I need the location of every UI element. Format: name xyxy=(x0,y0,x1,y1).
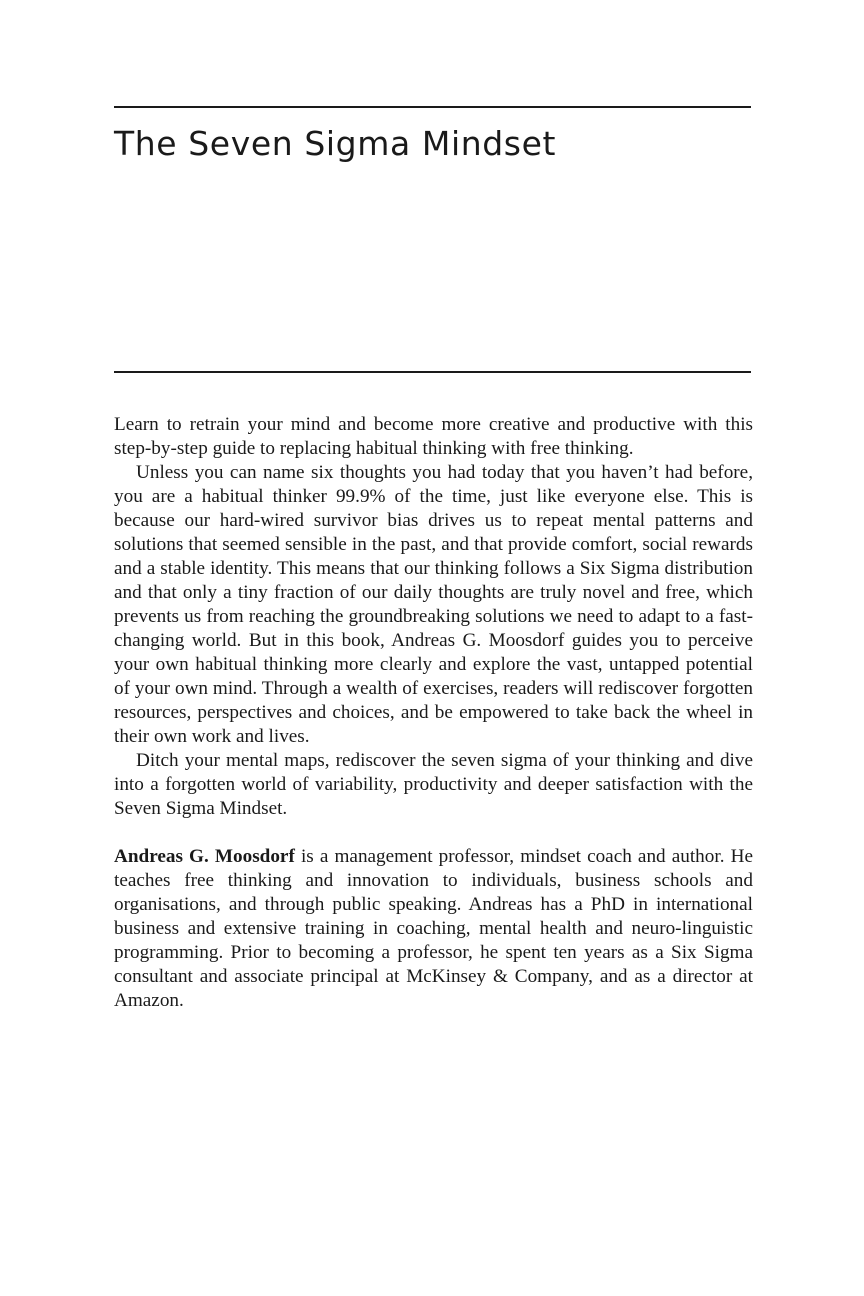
author-name: Andreas G. Moosdorf xyxy=(114,846,295,867)
blurb-paragraph-2: Unless you can name six thoughts you had today that you haven’t had before, you are a habitual thinker 99.9% of the time, just like everyone else. This is because our hard-wired survivor bias drives us to repeat mental patterns and solutions that seemed sensible in the past, and that provide comfort, social rewards and a stable identity. This means that our thinking follows a Six Sigma distribution and that only a tiny fraction of our daily thoughts are truly novel and free, which prevents us from reaching the groundbreaking solutions we need to adapt to a fast-changing world. But in this book, Andreas G. Moosdorf guides you to perceive your own habitual thinking more clearly and explore the vast, untapped potential of your own mind. Through a wealth of exercises, readers will rediscover forgotten resources, perspectives and choices, and be empowered to take back the wheel in their own work and lives. xyxy=(114,462,753,747)
book-title: The Seven Sigma Mindset xyxy=(114,124,557,163)
blurb-paragraph-1: Learn to retrain your mind and become more creative and productive with this step-by-step guide to replacing habitual thinking with free thinking. xyxy=(114,414,753,459)
top-rule xyxy=(114,106,751,108)
blurb-text xyxy=(114,413,753,1013)
author-bio xyxy=(114,845,753,1013)
bottom-rule xyxy=(114,371,751,373)
author-bio-text: is a management professor, mindset coach and author. He teaches free thinking and innovation to individuals, business schools and organisations, and through public speaking. Andreas has a PhD in international business and extensive training in coaching, mental health and neuro-linguistic programming. Prior to becoming a professor, he spent ten years as a Six Sigma consultant and associate principal at McKinsey & Company, and as a director at Amazon. xyxy=(114,846,753,1011)
blurb-paragraph-3: Ditch your mental maps, rediscover the seven sigma of your thinking and dive into a forgotten world of variability, productivity and deeper satisfaction with the Seven Sigma Mindset. xyxy=(114,750,753,819)
